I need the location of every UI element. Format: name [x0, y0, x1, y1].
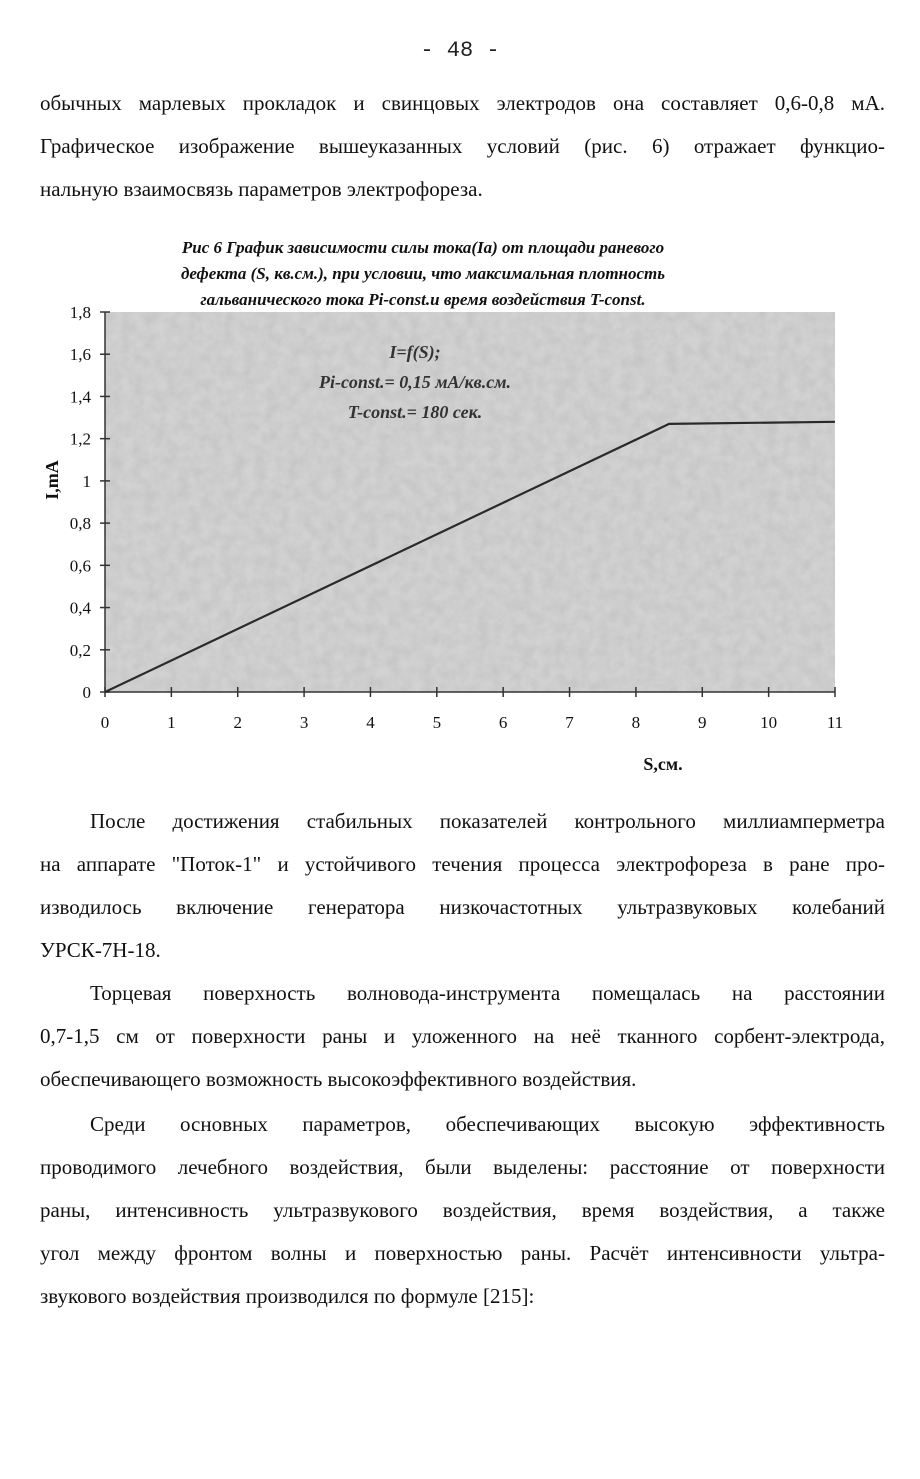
- y-tick-label: 1,2: [69, 429, 91, 449]
- y-tick-label: 1: [82, 471, 91, 491]
- x-tick-label: 0: [100, 713, 110, 732]
- text-line: изводилось включение генератора низкочастотных ультразвуковых колебаний: [40, 895, 885, 919]
- x-tick-label: 6: [498, 713, 508, 732]
- plot-area: [105, 312, 835, 692]
- x-tick-label: 1: [167, 713, 176, 732]
- caption-line: дефекта (S, кв.см.), при условии, что максимальная плотность: [180, 264, 666, 283]
- y-tick-label: 0: [82, 683, 91, 702]
- x-tick-label: 9: [698, 713, 707, 732]
- x-tick-label: 2: [233, 713, 242, 732]
- text-line: Графическое изображение вышеуказанных условий (рис. 6) отражает функцио-: [40, 134, 885, 158]
- annotation-line: T-const.= 180 сек.: [347, 402, 483, 422]
- text-line: обеспечивающего возможность высокоэффективного воздействия.: [40, 1067, 637, 1091]
- x-tick-label: 11: [826, 713, 844, 732]
- figure-caption: [108, 235, 738, 313]
- x-axis: [101, 687, 843, 732]
- annotation-line: I=f(S);: [389, 342, 441, 362]
- chart-svg: [0, 290, 920, 790]
- text-line: обычных марлевых прокладок и свинцовых электродов она составляет 0,6-0,8 мА.: [40, 91, 885, 115]
- y-tick-label: 0,8: [69, 514, 91, 534]
- paragraph-2: [40, 800, 885, 972]
- x-tick-label: 5: [432, 713, 442, 732]
- text-line: 0,7-1,5 см от поверхности раны и уложенного на неё тканного сорбент-электрода,: [40, 1024, 885, 1048]
- annotation-line: Pi-const.= 0,15 мА/кв.см.: [318, 372, 512, 392]
- paragraph-3: [40, 972, 885, 1101]
- text-line: Торцевая поверхность волновода-инструмента помещалась на расстоянии: [90, 981, 885, 1005]
- y-tick-label: 1,4: [69, 387, 91, 407]
- plot-texture: [105, 312, 835, 692]
- x-tick-label: 8: [631, 713, 641, 732]
- caption-line: гальванического тока Pi-const.и время воздействия T-const.: [200, 290, 646, 309]
- paragraph-4: [40, 1103, 885, 1318]
- text-line: раны, интенсивность ультразвукового воздействия, время воздействия, а также: [40, 1198, 885, 1222]
- x-tick-label: 10: [760, 713, 778, 732]
- y-axis: [70, 303, 110, 702]
- x-tick-label: 7: [565, 713, 574, 732]
- text-line: нальную взаимосвязь параметров электрофореза.: [40, 177, 483, 201]
- page-number: - 48 -: [420, 38, 500, 63]
- y-tick-label: 1,8: [69, 303, 91, 322]
- text-line: проводимого лечебного воздействия, были выделены: расстояние от поверхности: [40, 1155, 885, 1179]
- text-line: УРСК-7Н-18.: [40, 938, 161, 962]
- x-tick-label: 4: [366, 713, 375, 732]
- x-tick-label: 3: [299, 713, 309, 732]
- intro-paragraph: [40, 82, 885, 211]
- y-tick-label: 0,4: [69, 598, 91, 618]
- text-line: Среди основных параметров, обеспечивающих высокую эффективность: [90, 1112, 885, 1136]
- y-axis-label: I,mA: [42, 460, 62, 500]
- y-tick-label: 0,6: [69, 556, 91, 576]
- x-axis-label: S,см.: [643, 754, 683, 774]
- y-tick-label: 0,2: [69, 640, 91, 660]
- text-line: на аппарате "Поток-1" и устойчивого течения процесса электрофореза в ране про-: [40, 852, 885, 876]
- y-tick-label: 1,6: [69, 345, 91, 365]
- figure-chart: [0, 290, 920, 790]
- caption-line: Рис 6 График зависимости силы тока(Ia) от площади раневого: [181, 238, 665, 257]
- text-line: угол между фронтом волны и поверхностью раны. Расчёт интенсивности ультра-: [40, 1241, 885, 1265]
- text-line: После достижения стабильных показателей контрольного миллиамперметра: [90, 809, 885, 833]
- text-line: звукового воздействия производился по формуле [215]:: [40, 1284, 535, 1308]
